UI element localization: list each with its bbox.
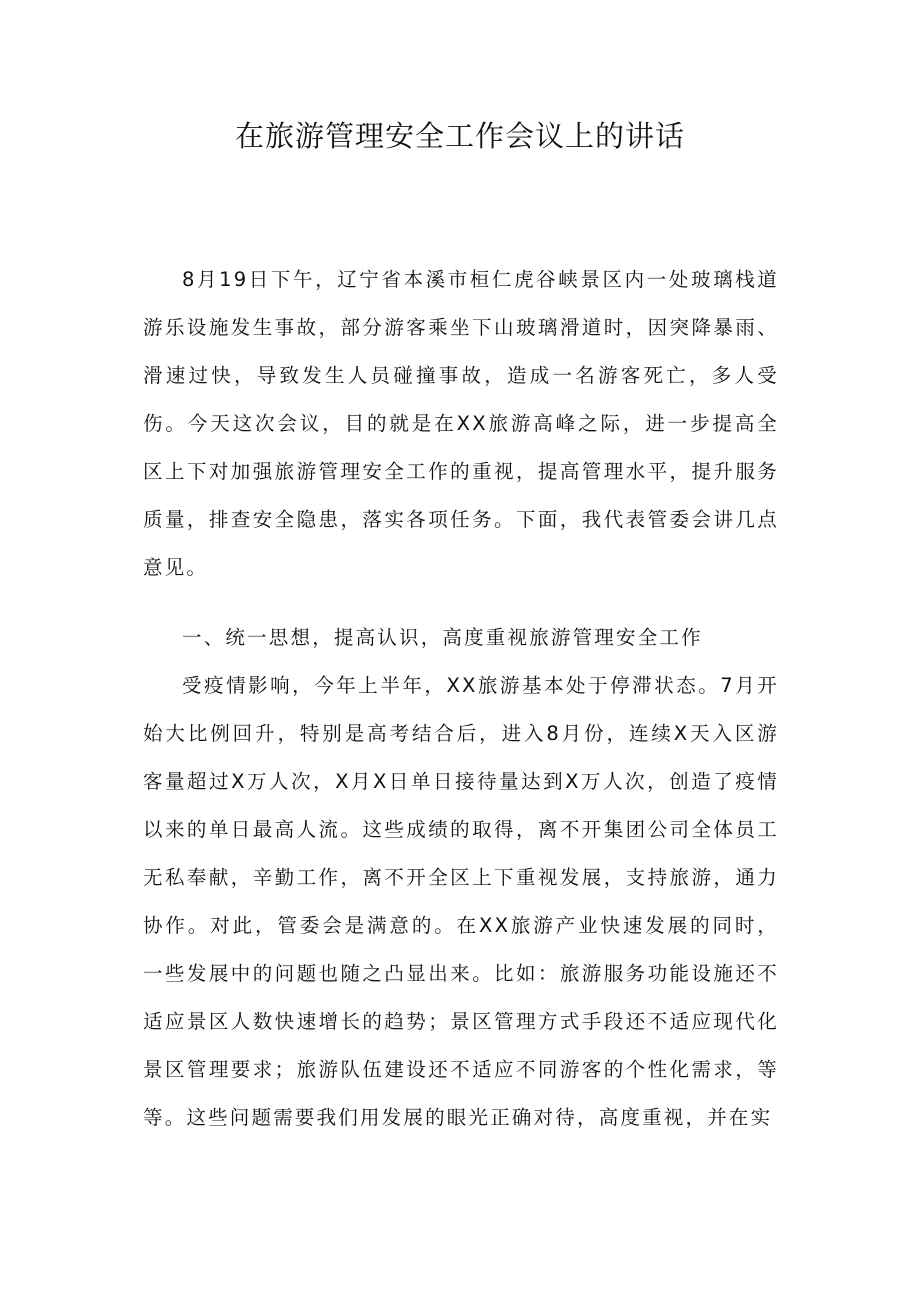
document-title: 在旅游管理安全工作会议上的讲话 (234, 119, 685, 153)
section-paragraph: 受疫情影响，今年上半年，XX旅游基本处于停滞状态。7月开始大比例回升，特别是高考结合后，进入8月份，连续X天入区游客量超过X万人次，X月X日单日接待量达到X万人次，创造了疫情以来的单日最高人流。这些成绩的取得，离不开集团公司全体员工无私奉献，辛勤工作，离不开全区上下重视发展，支持旅游，通力协作。对此，管委会是满意的。在XX旅游产业快速发展的同时，一些发展中的问题也随之凸显出来。比如：旅游服务功能设施还不适应景区人数快速增长的趋势；景区管理方式手段还不适应现代化景区管理要求；旅游队伍建设还不适应不同游客的个性化需求，等等。这些问题需要我们用发展的眼光正确对待，高度重视，并在实 (143, 674, 779, 1129)
intro-paragraph: 8月19日下午，辽宁省本溪市桓仁虎谷峡景区内一处玻璃栈道游乐设施发生事故，部分游客乘坐下山玻璃滑道时，因突降暴雨、滑速过快，导致发生人员碰撞事故，造成一名游客死亡，多人受伤。今天这次会议，目的就是在XX旅游高峰之际，进一步提高全区上下对加强旅游管理安全工作的重视，提高管理水平，提升服务质量，排查安全隐患，落实各项任务。下面，我代表管委会讲几点意见。 (143, 268, 779, 579)
document-body (143, 256, 779, 1142)
section-heading: 一、统一思想，提高认识，高度重视旅游管理安全工作 (182, 626, 703, 649)
